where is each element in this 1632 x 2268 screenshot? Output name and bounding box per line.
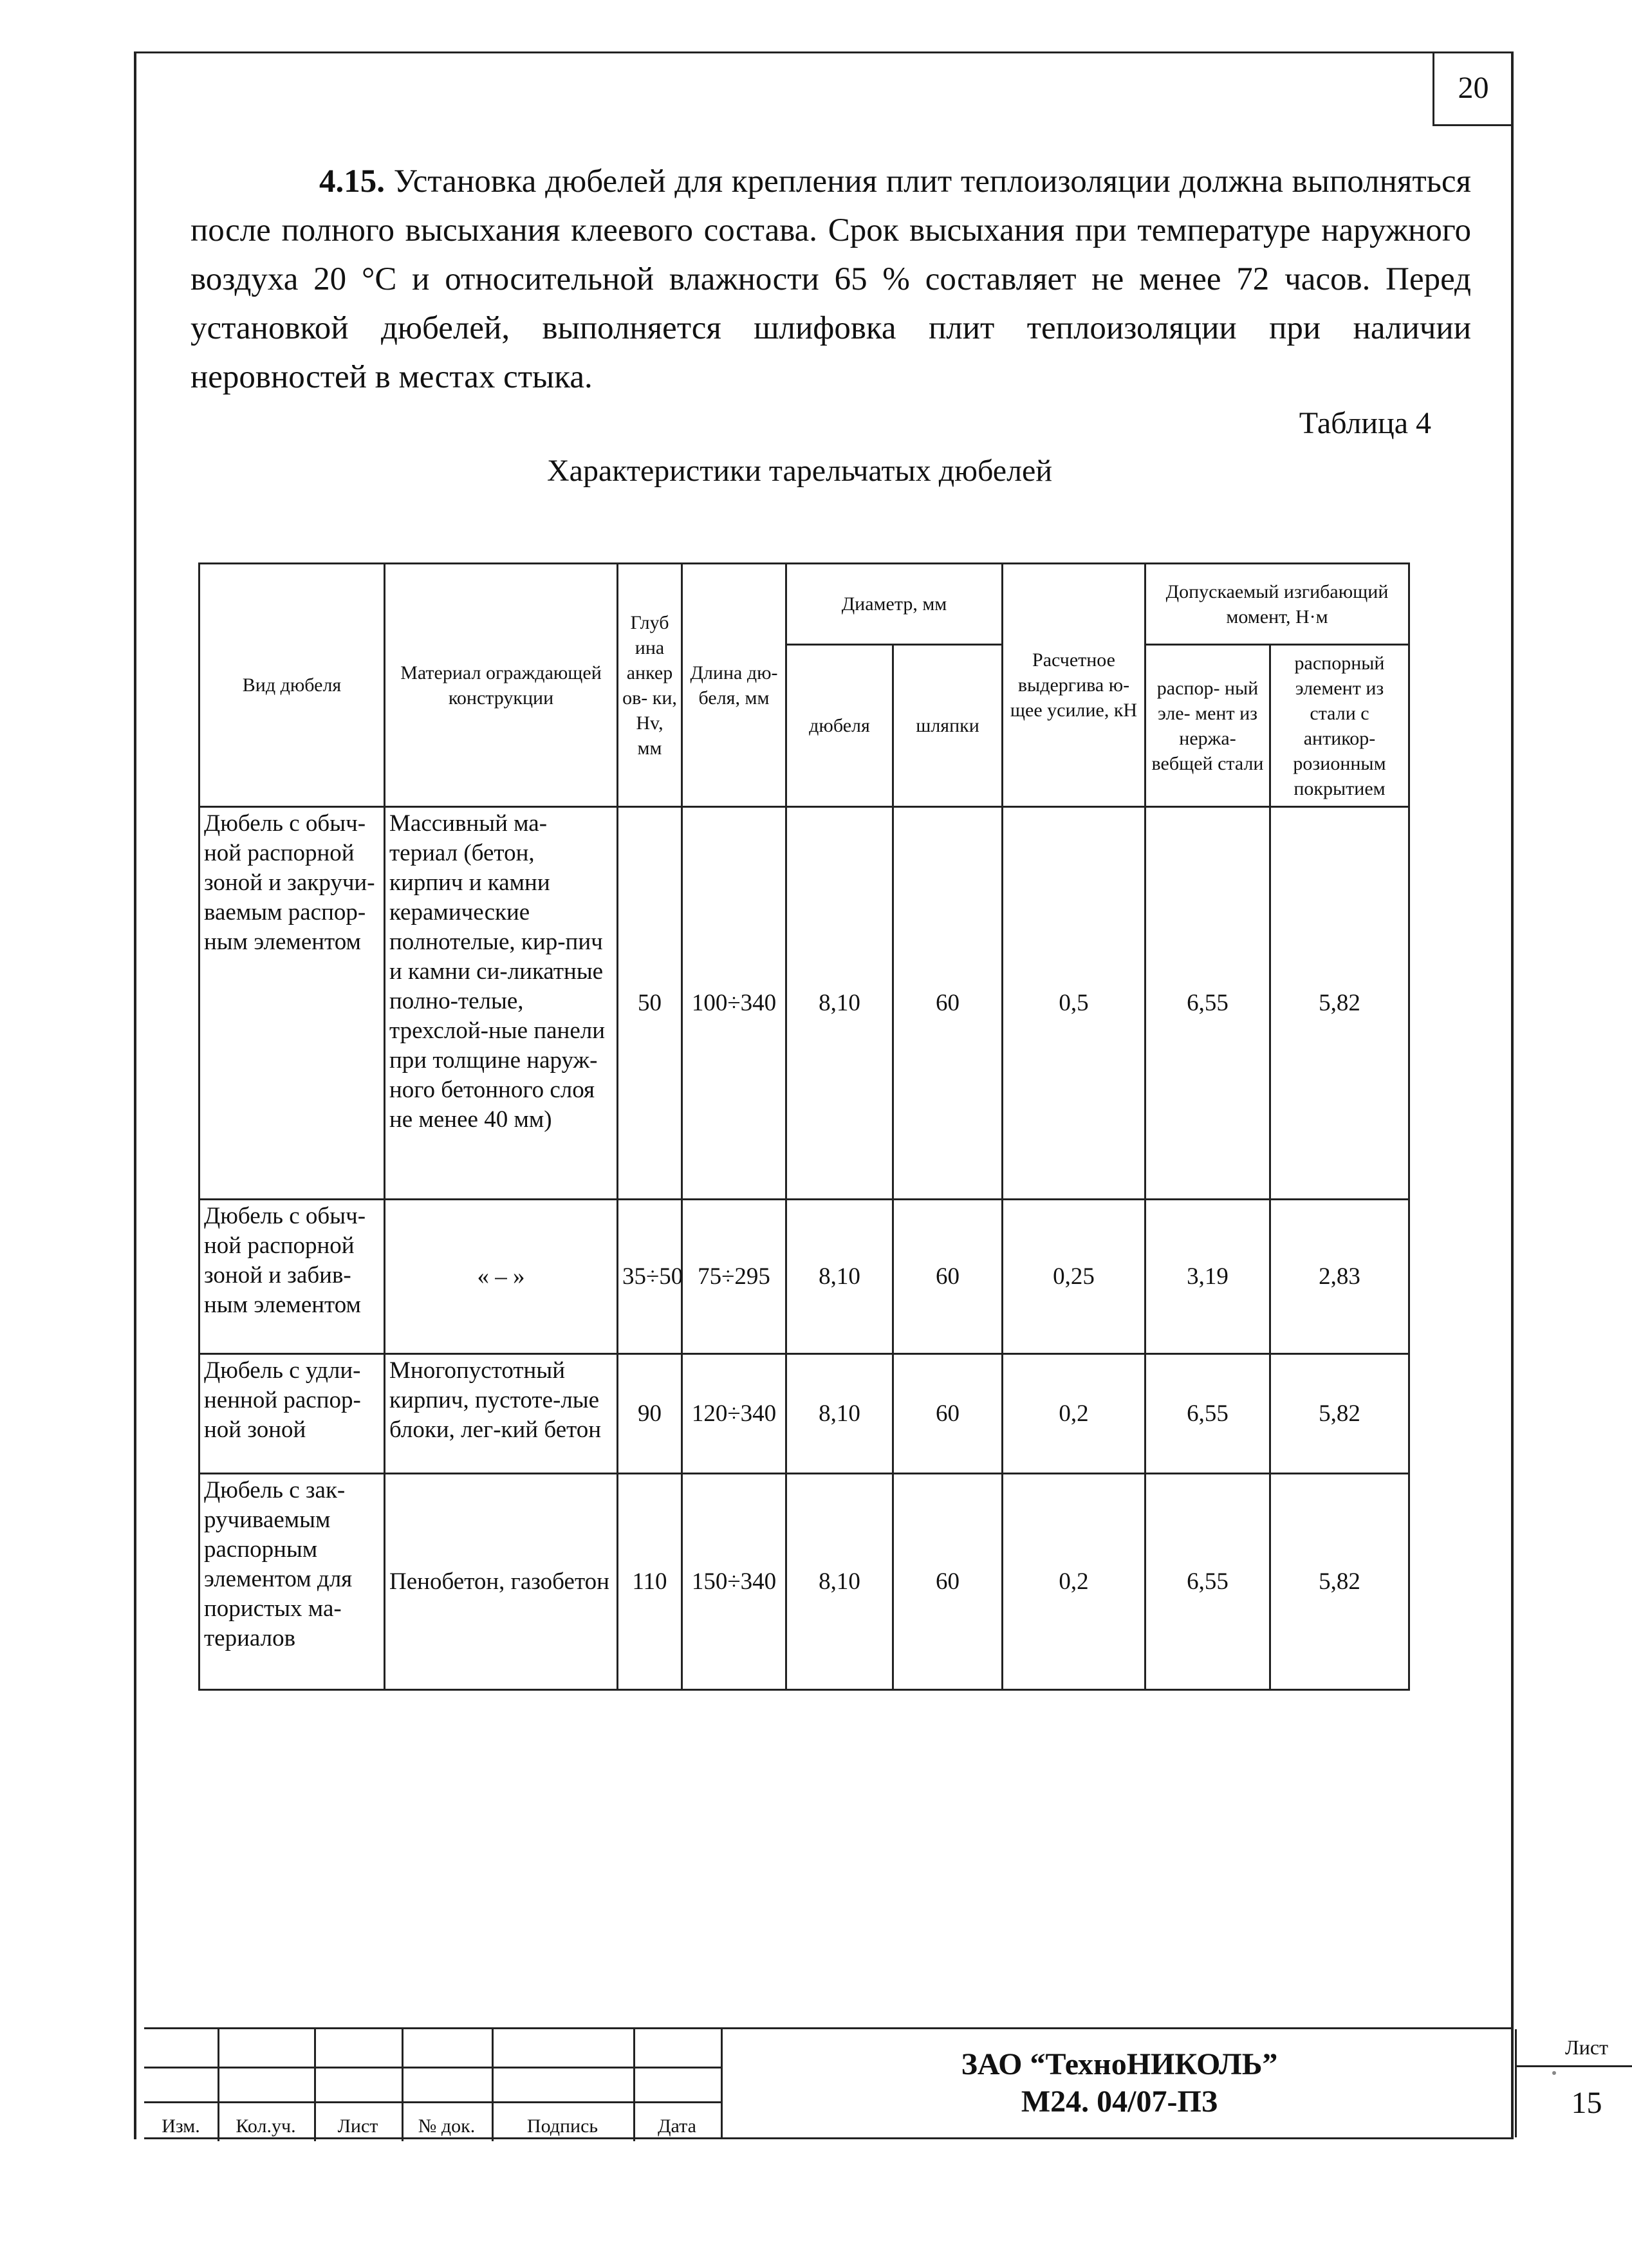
cell-head-diameter: 60 bbox=[893, 807, 1003, 1200]
cell-moment-stainless: 6,55 bbox=[1145, 1474, 1270, 1690]
document-code: М24. 04/07-ПЗ bbox=[1021, 2085, 1218, 2119]
header-material: Материал ограждающей конструкции bbox=[385, 564, 618, 807]
cell-material: Пенобетон, газобетон bbox=[385, 1474, 618, 1690]
cell-material: « – » bbox=[385, 1200, 618, 1354]
table-row bbox=[199, 1354, 1409, 1474]
paragraph-number: 4.15. bbox=[319, 163, 385, 200]
header-moment-stainless: распор- ный эле- мент из нержа- вебщей стали bbox=[1145, 645, 1270, 807]
cell-moment-stainless: 3,19 bbox=[1145, 1200, 1270, 1354]
cell-type: Дюбель с обыч-ной распорной зоной и забив-ным элементом bbox=[199, 1200, 385, 1354]
header-moment-coated: распорный элемент из стали с антикор- розионным покрытием bbox=[1270, 645, 1409, 807]
cell-length: 150÷340 bbox=[682, 1474, 786, 1690]
cell-dowel-diameter: 8,10 bbox=[786, 807, 893, 1200]
cell-head-diameter: 60 bbox=[893, 1354, 1003, 1474]
cell-moment-stainless: 6,55 bbox=[1145, 1354, 1270, 1474]
header-type: Вид дюбеля bbox=[199, 564, 385, 807]
label-change: Изм. bbox=[162, 2115, 200, 2137]
cell-depth: 90 bbox=[618, 1354, 682, 1474]
cell-force: 0,2 bbox=[1003, 1354, 1145, 1474]
dowel-characteristics-table bbox=[198, 562, 1410, 1691]
cell-head-diameter: 60 bbox=[893, 1474, 1003, 1690]
cell-length: 75÷295 bbox=[682, 1200, 786, 1354]
cell-dowel-diameter: 8,10 bbox=[786, 1474, 893, 1690]
header-diameter-head: шляпки bbox=[893, 645, 1003, 807]
cell-moment-coated: 5,82 bbox=[1270, 1354, 1409, 1474]
cell-depth: 110 bbox=[618, 1474, 682, 1690]
cell-force: 0,5 bbox=[1003, 807, 1145, 1200]
cell-dowel-diameter: 8,10 bbox=[786, 1200, 893, 1354]
table-row bbox=[199, 1200, 1409, 1354]
header-length: Длина дю- беля, мм bbox=[682, 564, 786, 807]
page-number: 20 bbox=[1433, 51, 1512, 126]
header-depth: Глуб ина анкер ов- ки, Hv, мм bbox=[618, 564, 682, 807]
table-title: Характеристики тарельчатых дюбелей bbox=[547, 454, 1053, 488]
cell-type: Дюбель с зак-ручиваемым распорным элементом для пористых ма-териалов bbox=[199, 1474, 385, 1690]
cell-type: Дюбель с удли-ненной распор-ной зоной bbox=[199, 1354, 385, 1474]
paragraph-4-15 bbox=[190, 157, 1471, 402]
header-moment: Допускаемый изгибающий момент, Н·м bbox=[1145, 564, 1409, 645]
header-diameter: Диаметр, мм bbox=[786, 564, 1003, 645]
cell-moment-coated: 5,82 bbox=[1270, 807, 1409, 1200]
stamp-title bbox=[721, 2029, 1516, 2137]
cell-moment-coated: 2,83 bbox=[1270, 1200, 1409, 1354]
cell-length: 120÷340 bbox=[682, 1354, 786, 1474]
revision-grid bbox=[144, 2029, 721, 2141]
company-name: ЗАО “ТехноНИКОЛЬ” bbox=[961, 2047, 1278, 2081]
cell-dowel-diameter: 8,10 bbox=[786, 1354, 893, 1474]
header-diameter-dowel: дюбеля bbox=[786, 645, 893, 807]
cell-force: 0,25 bbox=[1003, 1200, 1145, 1354]
title-block bbox=[144, 2027, 1608, 2139]
cell-head-diameter: 60 bbox=[893, 1200, 1003, 1354]
label-sheet: Лист bbox=[337, 2115, 378, 2137]
cell-depth: 35÷50 bbox=[618, 1200, 682, 1354]
header-force: Расчетное выдергива ю-щее усилие, кН bbox=[1003, 564, 1145, 807]
sheet-number: 15 bbox=[1571, 2085, 1602, 2120]
label-date: Дата bbox=[658, 2115, 696, 2137]
cell-moment-coated: 5,82 bbox=[1270, 1474, 1409, 1690]
table-row bbox=[199, 1474, 1409, 1690]
cell-material: Массивный ма-териал (бетон, кирпич и камни керамические полнотелые, кир-пич и камни си-ликатные полно-телые, трехслой-ные панели при толщине наруж-ного бетонного слоя не менее 40 мм) bbox=[385, 807, 618, 1200]
table-row bbox=[199, 807, 1409, 1200]
table-caption: Таблица 4 bbox=[1299, 406, 1431, 440]
cell-material: Многопустотный кирпич, пустоте-лые блоки, лег-кий бетон bbox=[385, 1354, 618, 1474]
cell-moment-stainless: 6,55 bbox=[1145, 807, 1270, 1200]
label-signature: Подпись bbox=[526, 2115, 598, 2137]
paragraph-text: Установка дюбелей для крепления плит теплоизоляции должна выполняться после полного высыхания клеевого состава. Срок высыхания при температуре наружного воздуха 20 °С и относительной влажности 65 % составляет не менее 72 часов. Перед установкой дюбелей, выполняется шлифовка плит теплоизоляции при наличии неровностей в местах стыка. bbox=[190, 163, 1471, 395]
scan-mark bbox=[1552, 2071, 1556, 2075]
cell-depth: 50 bbox=[618, 807, 682, 1200]
cell-length: 100÷340 bbox=[682, 807, 786, 1200]
cell-force: 0,2 bbox=[1003, 1474, 1145, 1690]
label-count: Кол.уч. bbox=[236, 2115, 296, 2137]
label-doc-number: № док. bbox=[418, 2115, 476, 2137]
cell-type: Дюбель с обыч-ной распорной зоной и закручи-ваемым распор-ным элементом bbox=[199, 807, 385, 1200]
sheet-box bbox=[1515, 2029, 1632, 2137]
sheet-label: Лист bbox=[1517, 2029, 1632, 2067]
